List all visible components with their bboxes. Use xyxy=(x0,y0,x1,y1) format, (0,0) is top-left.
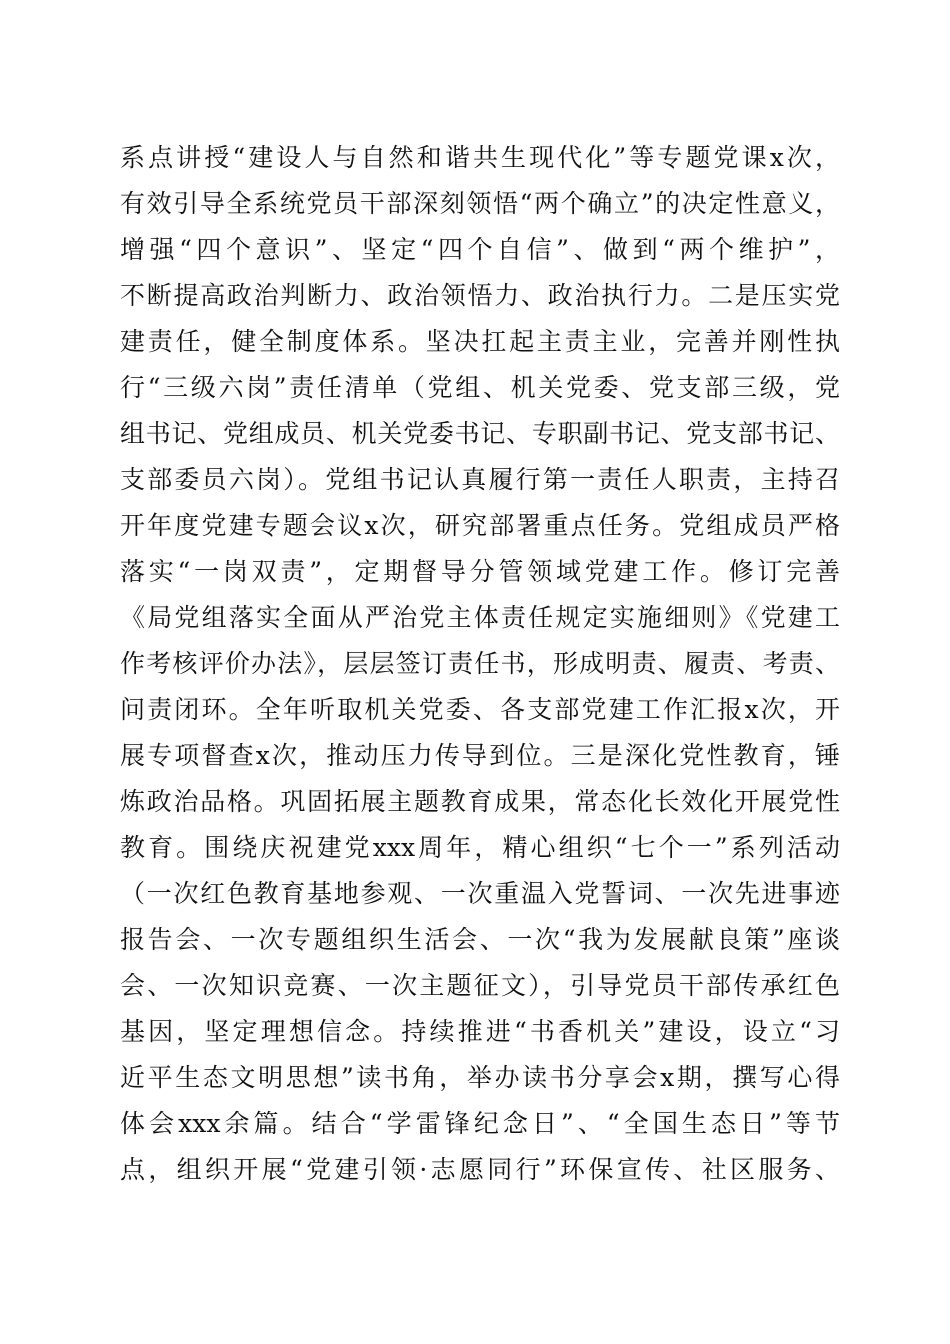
text-line-19: 会、一次知识竞赛、一次主题征文），引导党员干部传承红色 xyxy=(120,971,840,1000)
text-line-15: 炼政治品格。巩固拓展主题教育成果，常态化长效化开展党性 xyxy=(120,787,840,816)
text-line-11: 《局党组落实全面从严治党主体责任规定实施细则》《党建工 xyxy=(120,603,840,632)
text-line-6: 行“三级六岗”责任清单（党组、机关党委、党支部三级，党 xyxy=(120,373,840,402)
text-line-14: 展专项督查x次，推动压力传导到位。三是深化党性教育，锤 xyxy=(120,741,840,770)
text-line-23: 点，组织开展“党建引领·志愿同行”环保宣传、社区服务、 xyxy=(120,1155,840,1184)
body-text xyxy=(120,135,840,1193)
text-line-8: 支部委员六岗）。党组书记认真履行第一责任人职责，主持召 xyxy=(120,465,840,494)
text-line-12: 作考核评价办法》，层层签订责任书，形成明责、履责、考责、 xyxy=(120,649,840,678)
text-line-7: 组书记、党组成员、机关党委书记、专职副书记、党支部书记、 xyxy=(120,419,840,448)
text-line-2: 有效引导全系统党员干部深刻领悟“两个确立”的决定性意义， xyxy=(120,189,840,218)
text-line-3: 增强“四个意识”、坚定“四个自信”、做到“两个维护”， xyxy=(120,235,840,264)
text-line-21: 近平生态文明思想”读书角，举办读书分享会x期，撰写心得 xyxy=(120,1063,840,1092)
text-line-16: 教育。围绕庆祝建党xxx周年，精心组织“七个一”系列活动 xyxy=(120,833,840,862)
text-line-18: 报告会、一次专题组织生活会、一次“我为发展献良策”座谈 xyxy=(120,925,840,954)
text-line-5: 建责任，健全制度体系。坚决扛起主责主业，完善并刚性执 xyxy=(120,327,840,356)
text-line-9: 开年度党建专题会议x次，研究部署重点任务。党组成员严格 xyxy=(120,511,840,540)
text-line-4: 不断提高政治判断力、政治领悟力、政治执行力。二是压实党 xyxy=(120,281,840,310)
text-line-22: 体会xxx余篇。结合“学雷锋纪念日”、“全国生态日”等节 xyxy=(120,1109,840,1138)
text-line-17: （一次红色教育基地参观、一次重温入党誓词、一次先进事迹 xyxy=(120,879,840,908)
text-line-10: 落实“一岗双责”，定期督导分管领域党建工作。修订完善 xyxy=(120,557,840,586)
text-line-1: 系点讲授“建设人与自然和谐共生现代化”等专题党课x次， xyxy=(120,143,840,172)
text-line-13: 问责闭环。全年听取机关党委、各支部党建工作汇报x次，开 xyxy=(120,695,840,724)
text-line-20: 基因，坚定理想信念。持续推进“书香机关”建设，设立“习 xyxy=(120,1017,840,1046)
